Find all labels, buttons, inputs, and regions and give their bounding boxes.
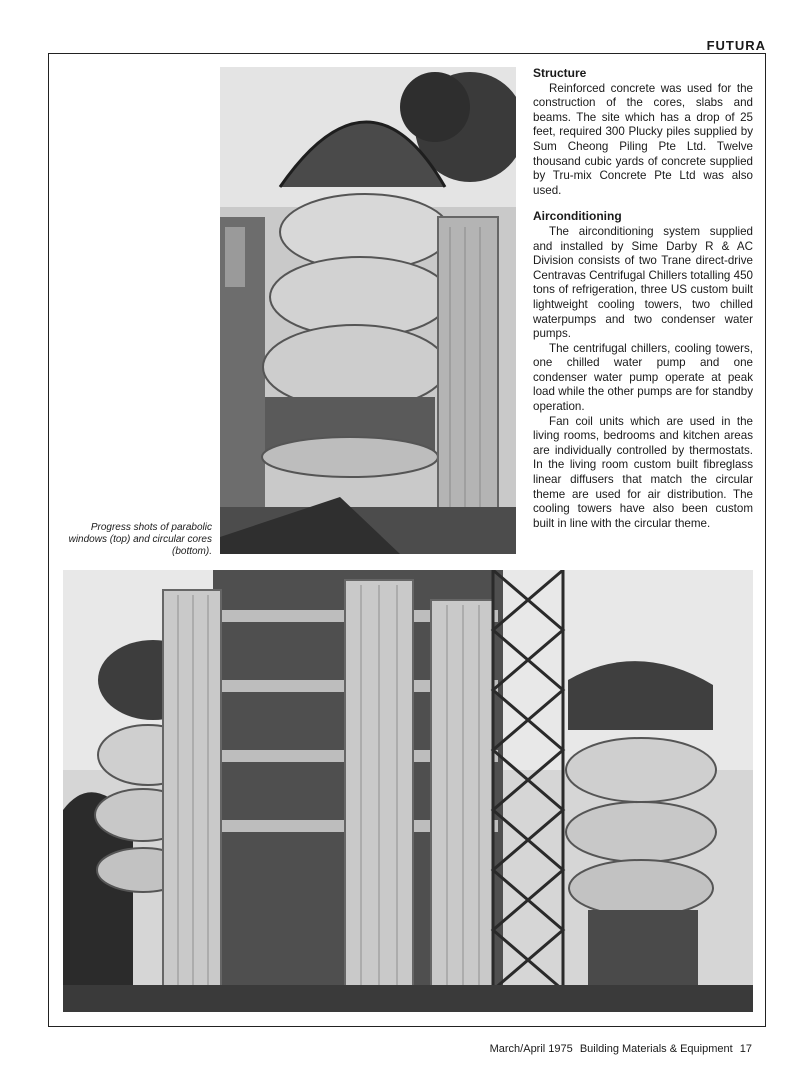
paragraph: Reinforced concrete was used for the construction of the cores, slabs and beams. The site which has a drop of 25 feet, required 300 Plucky piles supplied by Sum Cheong Piling Pte Ltd. Twelve thousand cubic yards of concrete supplied by Tru-mix Concrete Pte Ltd was also used.	[533, 81, 753, 197]
parabolic-windows-illustration	[220, 67, 516, 554]
photo-caption: Progress shots of parabolic windows (top) and circular cores (bottom).	[68, 522, 212, 557]
page-footer	[486, 1043, 752, 1055]
photo-parabolic-windows	[220, 67, 516, 554]
section-airconditioning	[533, 209, 753, 531]
section-heading: Airconditioning	[533, 209, 622, 224]
page-number: 17	[739, 1043, 752, 1055]
paragraph: The centrifugal chillers, cooling towers, one chilled water pump and one condenser water pump operate at peak load while the other pumps are for standby operation.	[533, 341, 753, 414]
issue-date: March/April 1975	[489, 1043, 573, 1055]
section-structure	[533, 66, 753, 198]
publication-name: Building Materials & Equipment	[579, 1043, 733, 1055]
magazine-section-label: FUTURA	[706, 38, 766, 53]
section-heading: Structure	[533, 66, 587, 80]
paragraph: Fan coil units which are used in the living rooms, bedrooms and kitchen areas are individually controlled by thermostats. In the living room custom built fibreglass linear diffusers that match the circular theme are used for air distribution. The cooling towers have also been custom built in line with the circular theme.	[533, 414, 753, 530]
paragraph: The airconditioning system supplied and installed by Sime Darby R & AC Division consists of two Trane direct-drive Centravas Centrifugal Chillers totalling 450 tons of refrigeration, three US custom built lightweight cooling towers, two chilled waterpumps and two condenser water pumps.	[533, 224, 753, 341]
article-body	[533, 66, 753, 542]
photo-circular-cores	[63, 570, 753, 1012]
circular-cores-illustration	[63, 570, 753, 1012]
